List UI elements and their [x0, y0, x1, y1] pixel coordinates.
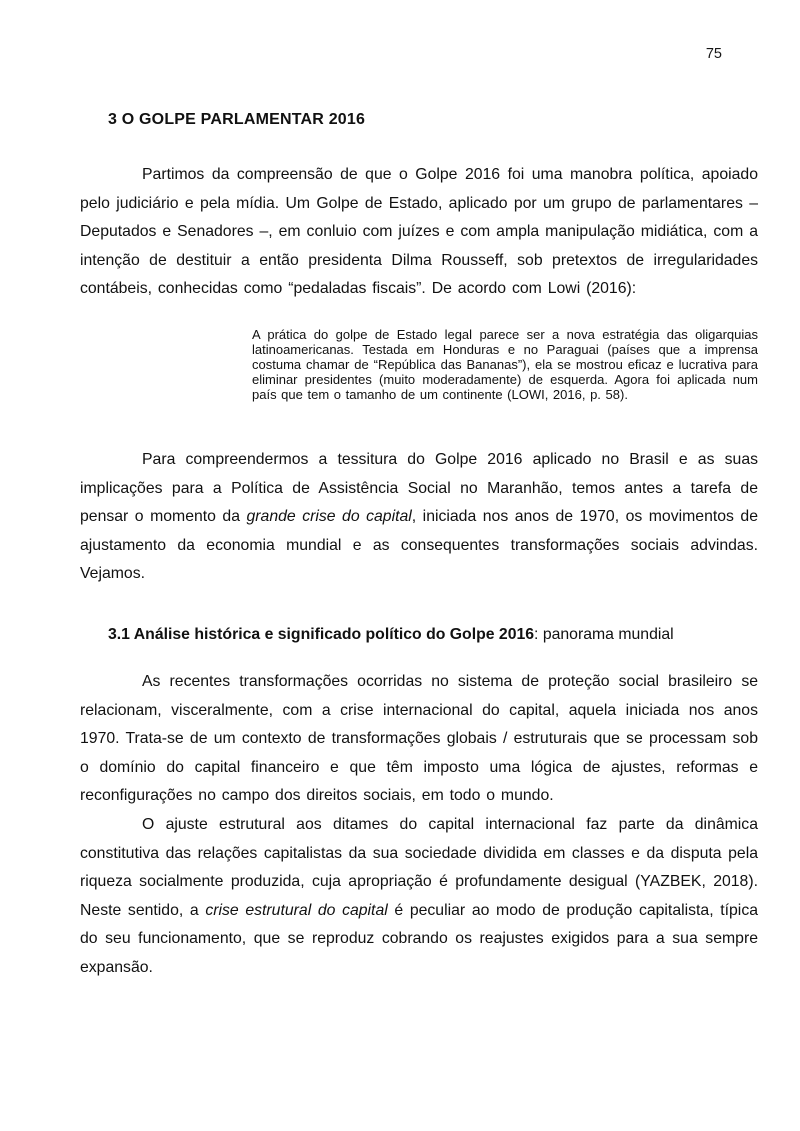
page-content	[80, 0, 758, 982]
paragraph-context-text-pre: Para compreendermos a tessitura do Golpe 2016 aplicado no Brasil e as suas implicações para a Política de Assistência Social no Maranhão, temos antes a tarefa de pensar o momento da	[80, 450, 758, 526]
paragraph-ajuste-text-pre: O ajuste estrutural aos ditames do capital internacional faz parte da dinâmica constitutiva das relações capitalistas da sua sociedade dividida em classes e da disputa pela riqueza socialmente produzida, cuja apropriação é profundamente desigual (YAZBEK, 2018). Neste sentido, a	[80, 815, 758, 919]
subsection-heading-bold: 3.1 Análise histórica e significado político do Golpe 2016	[108, 625, 535, 643]
paragraph-intro: Partimos da compreensão de que o Golpe 2016 foi uma manobra política, apoiado pelo judiciário e pela mídia. Um Golpe de Estado, aplicado por um grupo de parlamentares – Deputados e Senadores –, em conluio com juízes e com ampla manipulação midiática, com a intenção de destituir a então presidenta Dilma Rousseff, sob pretextos de irregularidades contábeis, conhecidas como “pedaladas fiscais”. De acordo com Lowi (2016):	[80, 166, 758, 298]
subsection-heading	[108, 625, 758, 645]
paragraph-ajuste-text-post: é peculiar ao modo de produção capitalista, típica do seu funcionamento, que se reproduz cobrando os reajustes exigidos para a sua sempre expansão.	[80, 901, 759, 976]
italic-phrase-grande-crise: grande crise do capital	[246, 508, 412, 526]
subsection-heading-regular: : panorama mundial	[534, 625, 674, 643]
paragraph-transformations: As recentes transformações ocorridas no sistema de proteção social brasileiro se relacionam, visceralmente, com a crise internacional do capital, aquela iniciada nos anos 1970. Trata-se de um contexto de transformações globais / estruturais que se processam sob o domínio do capital financeiro e que têm imposto uma lógica de ajustes, reformas e reconfigurações no campo dos direitos sociais, em todo o mundo.	[80, 672, 758, 805]
block-quote: A prática do golpe de Estado legal parece ser a nova estratégia das oligarquias latinoamericanas. Testada em Honduras e no Paraguai (países que a imprensa costuma chamar de “República das Bananas”), ela se mostrou eficaz e lucrativa para eliminar presidentes (muito moderadamente) de esquerda. Agora foi aplicada num país que tem o tamanho de um continente (LOWI, 2016, p. 58).	[252, 326, 758, 402]
italic-phrase-crise-estrutural: crise estrutural do capital	[205, 901, 388, 919]
section-heading: 3 O GOLPE PARLAMENTAR 2016	[108, 111, 366, 128]
paragraph-context	[80, 446, 758, 589]
paragraph-context-text-post: , iniciada nos anos de 1970, os movimentos de ajustamento da economia mundial e as consequentes transformações sociais advindas. Vejamos.	[80, 508, 758, 583]
page-number: 75	[705, 46, 722, 62]
paragraph-ajuste-estrutural	[80, 811, 758, 983]
